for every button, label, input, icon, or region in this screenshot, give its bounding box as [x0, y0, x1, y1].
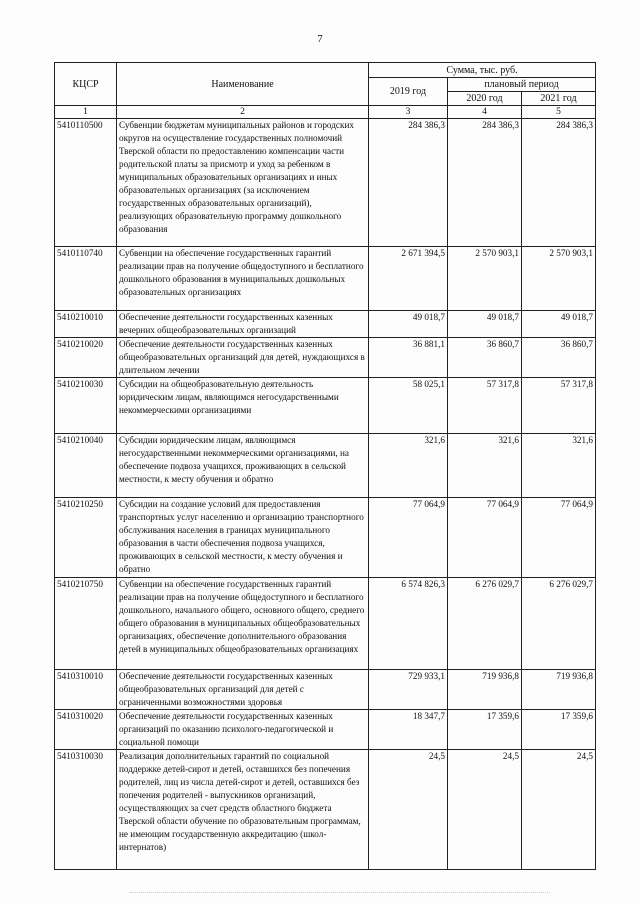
- row-value-2021: 24,5: [522, 750, 596, 870]
- row-value-2020: 57 317,8: [448, 378, 522, 434]
- row-name: Субвенции на обеспечение государственных гарантий реализации прав на получение общедоступного и бесплатного дошкольного образования в муниципальных дошкольных образовательных организациях: [117, 247, 369, 311]
- row-value-2020: 2 570 903,1: [448, 247, 522, 311]
- row-name: Субсидии на общеобразовательную деятельность юридическим лицам, являющимся негосударственными некоммерческими организациями: [117, 378, 369, 434]
- row-code: 5410210010: [55, 311, 117, 338]
- row-value-2019: 18 347,7: [369, 710, 448, 750]
- row-value-2019: 729 933,1: [369, 670, 448, 710]
- header-sum: Сумма, тыс. руб.: [369, 63, 596, 78]
- row-code: 5410310020: [55, 710, 117, 750]
- row-name: Обеспечение деятельности государственных казенных общеобразовательных организаций для детей, нуждающихся в длительном лечении: [117, 338, 369, 378]
- column-index: 2: [117, 106, 369, 119]
- row-code: 5410310030: [55, 750, 117, 870]
- header-2021: 2021 год: [522, 92, 596, 106]
- table-row: [55, 710, 596, 750]
- row-code: 5410110500: [55, 119, 117, 247]
- row-value-2021: 36 860,7: [522, 338, 596, 378]
- row-name: Субвенции на обеспечение государственных гарантий реализации прав на получение общедоступного и бесплатного дошкольного, начального общего, основного общего, среднего общего образования в муниципальных общеобразовательных организациях, обеспечение дополнительного образования детей в муниципальных общеобразовательных организациях: [117, 578, 369, 670]
- row-value-2019: 284 386,3: [369, 119, 448, 247]
- row-value-2020: 17 359,6: [448, 710, 522, 750]
- column-index: 4: [448, 106, 522, 119]
- budget-table: [54, 62, 596, 870]
- header-name: Наименование: [117, 63, 369, 106]
- row-value-2021: 321,6: [522, 434, 596, 498]
- row-name: Обеспечение деятельности государственных казенных вечерних общеобразовательных организаций: [117, 311, 369, 338]
- row-value-2020: 321,6: [448, 434, 522, 498]
- row-name: Субсидии на создание условий для предоставления транспортных услуг населению и организацию транспортного обслуживания населения в границах муниципального образования в части обеспечения подвоза учащихся, проживающих в сельской местности, к месту обучения и обратно: [117, 498, 369, 578]
- footer-scan-artifact: [130, 892, 550, 899]
- row-value-2020: 719 936,8: [448, 670, 522, 710]
- row-value-2020: 24,5: [448, 750, 522, 870]
- column-index: 3: [369, 106, 448, 119]
- row-value-2021: 719 936,8: [522, 670, 596, 710]
- row-code: 5410210040: [55, 434, 117, 498]
- row-value-2021: 6 276 029,7: [522, 578, 596, 670]
- table-row: [55, 498, 596, 578]
- row-value-2021: 17 359,6: [522, 710, 596, 750]
- row-value-2020: 36 860,7: [448, 338, 522, 378]
- row-code: 5410210030: [55, 378, 117, 434]
- table-row: [55, 119, 596, 247]
- header-code: КЦСР: [55, 63, 117, 106]
- row-value-2020: 6 276 029,7: [448, 578, 522, 670]
- row-value-2021: 57 317,8: [522, 378, 596, 434]
- row-value-2021: 284 386,3: [522, 119, 596, 247]
- row-value-2019: 24,5: [369, 750, 448, 870]
- header-2019: 2019 год: [369, 78, 448, 106]
- table-row: [55, 378, 596, 434]
- row-value-2021: 2 570 903,1: [522, 247, 596, 311]
- table-row: [55, 750, 596, 870]
- row-value-2019: 49 018,7: [369, 311, 448, 338]
- row-value-2020: 284 386,3: [448, 119, 522, 247]
- header-2020: 2020 год: [448, 92, 522, 106]
- table-row: [55, 247, 596, 311]
- row-name: Субвенции бюджетам муниципальных районов и городских округов на осуществление государственных полномочий Тверской области по предоставлению компенсации части родительской платы за присмотр и уход за ребенком в муниципальных образовательных организациях и иных образовательных организациях (за исключением государственных образовательных организаций), реализующих образовательную программу дошкольного образования: [117, 119, 369, 247]
- row-name: Реализация дополнительных гарантий по социальной поддержке детей-сирот и детей, оставшихся без попечения родителей, лиц из числа детей-сирот и детей, оставшихся без попечения родителей - выпускников организаций, осуществляющих за счет средств областного бюджета Тверской области обучение по образовательным программам, не имеющим государственную аккредитацию (школ-интернатов): [117, 750, 369, 870]
- row-name: Обеспечение деятельности государственных казенных организаций по оказанию психолого-педагогической и социальной помощи: [117, 710, 369, 750]
- row-value-2019: 321,6: [369, 434, 448, 498]
- table-row: [55, 670, 596, 710]
- row-name: Обеспечение деятельности государственных казенных общеобразовательных организаций для детей с ограниченными возможностями здоровья: [117, 670, 369, 710]
- row-value-2019: 2 671 394,5: [369, 247, 448, 311]
- header-plan-period: плановый период: [448, 78, 596, 92]
- table-row: [55, 578, 596, 670]
- row-code: 5410210750: [55, 578, 117, 670]
- table-row: [55, 311, 596, 338]
- column-index: 5: [522, 106, 596, 119]
- row-value-2021: 49 018,7: [522, 311, 596, 338]
- column-index-row: [55, 106, 596, 119]
- row-value-2019: 6 574 826,3: [369, 578, 448, 670]
- column-index: 1: [55, 106, 117, 119]
- row-code: 5410110740: [55, 247, 117, 311]
- row-value-2019: 77 064,9: [369, 498, 448, 578]
- row-code: 5410310010: [55, 670, 117, 710]
- row-value-2020: 49 018,7: [448, 311, 522, 338]
- row-value-2019: 58 025,1: [369, 378, 448, 434]
- row-name: Субсидии юридическим лицам, являющимся негосударственными некоммерческими организациями, на обеспечение подвоза учащихся, проживающих в сельской местности, к месту обучения и обратно: [117, 434, 369, 498]
- row-code: 5410210020: [55, 338, 117, 378]
- table-row: [55, 434, 596, 498]
- table-row: [55, 338, 596, 378]
- page-number: 7: [317, 33, 323, 45]
- row-value-2019: 36 881,1: [369, 338, 448, 378]
- row-value-2021: 77 064,9: [522, 498, 596, 578]
- row-value-2020: 77 064,9: [448, 498, 522, 578]
- row-code: 5410210250: [55, 498, 117, 578]
